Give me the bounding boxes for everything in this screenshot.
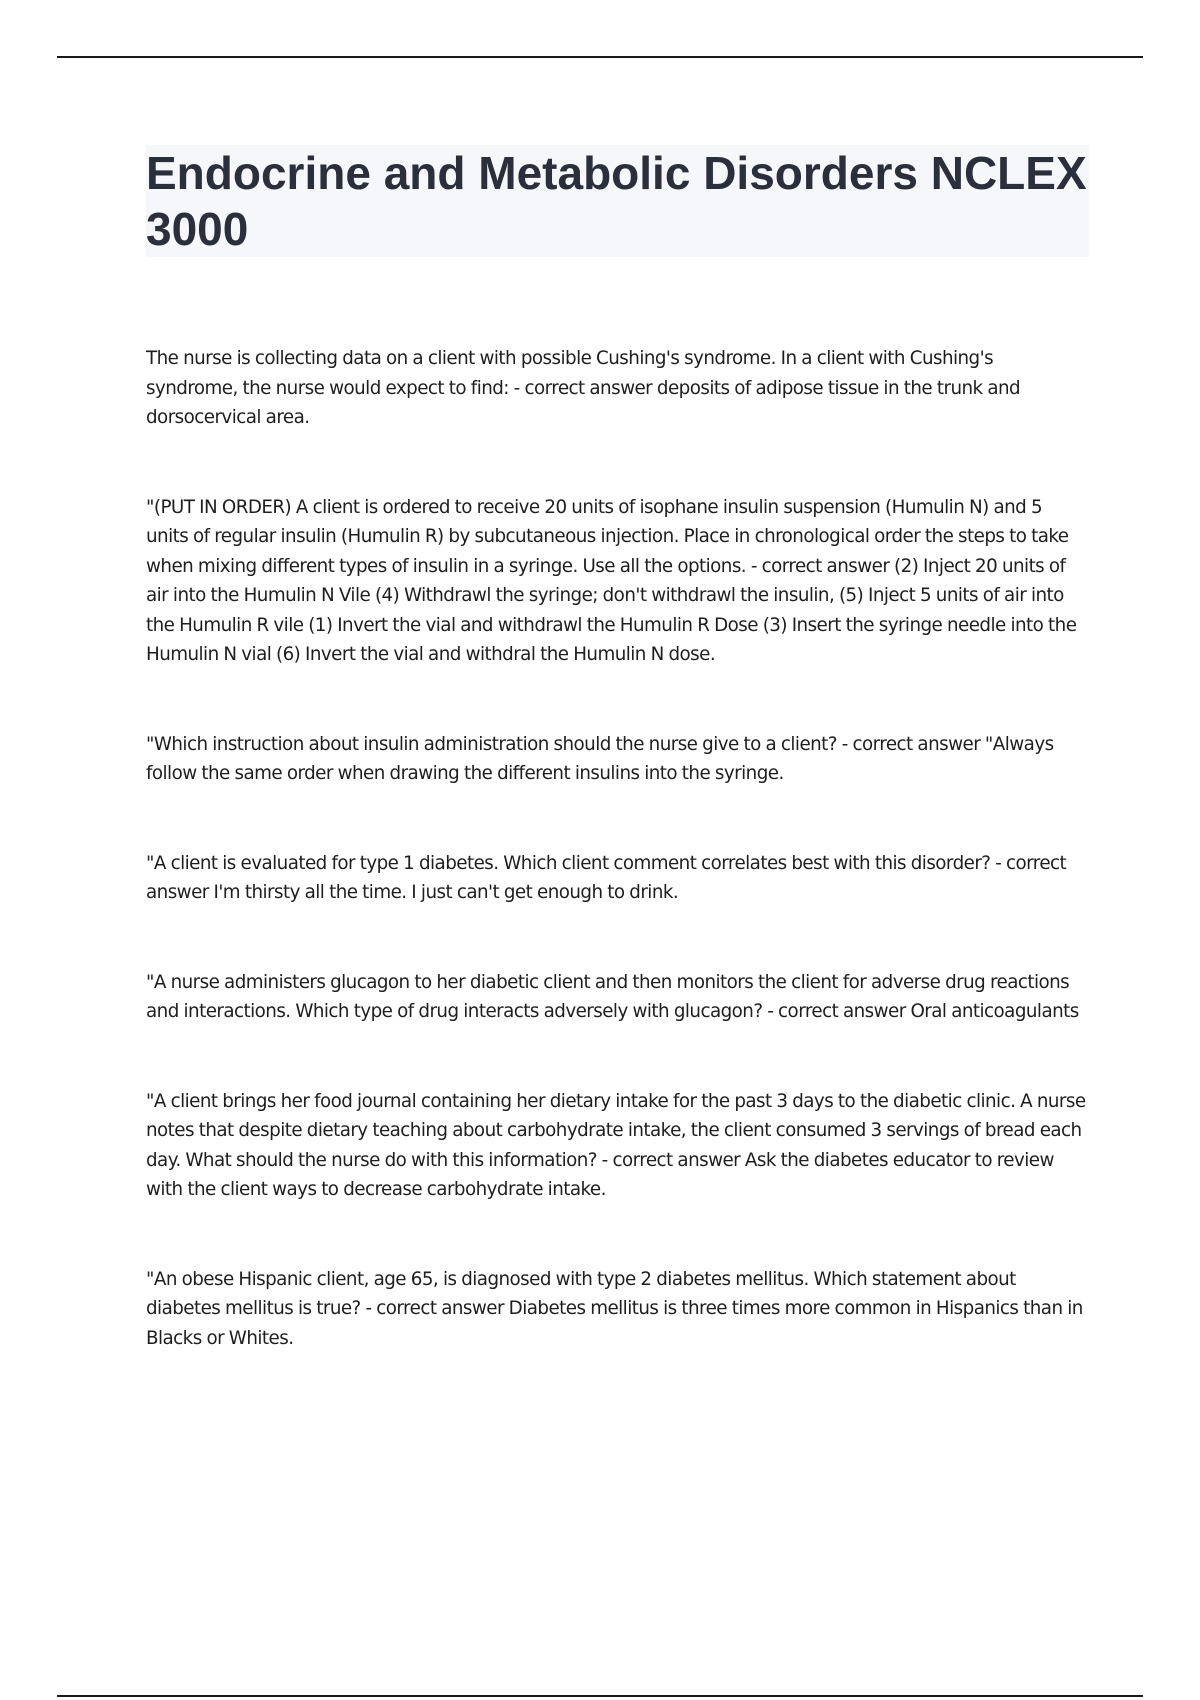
- question-entry: "A nurse administers glucagon to her diabetic client and then monitors the client for adverse drug reactions and interactions. Which type of drug interacts adversely with glucagon? - correct answer Oral anticoagulants: [146, 971, 1079, 1022]
- question-entry: "A client is evaluated for type 1 diabetes. Which client comment correlates best with this disorder? - correct answer I'm thirsty all the time. I just can't get enough to drink.: [146, 852, 1067, 903]
- question-entry: "A client brings her food journal containing her dietary intake for the past 3 days to the diabetic clinic. A nurse notes that despite dietary teaching about carbohydrate intake, the client consumed 3 servings of bread each day. What should the nurse do with this information? - correct answer Ask the diabetes educator to review with the client ways to decrease carbohydrate intake.: [146, 1090, 1086, 1200]
- title-banner: [146, 145, 1089, 257]
- question-entry: The nurse is collecting data on a client with possible Cushing's syndrome. In a client with Cushing's syndrome, the nurse would expect to find: - correct answer deposits of adipose tissue in the trunk and dorsocervical area.: [146, 348, 1021, 428]
- document-title: Endocrine and Metabolic Disorders NCLEX 3000: [146, 147, 1087, 255]
- question-list: [146, 344, 1086, 1413]
- question-entry: "(PUT IN ORDER) A client is ordered to receive 20 units of isophane insulin suspension (Humulin N) and 5 units of regular insulin (Humulin R) by subcutaneous injection. Place in chronological order the steps to take when mixing different types of insulin in a syringe. Use all the options. - correct answer (2) Inject 20 units of air into the Humulin N Vile (4) Withdrawl the syringe; don't withdrawl the insulin, (5) Inject 5 units of air into the Humulin R vile (1) Invert the vial and withdrawl the Humulin R Dose (3) Insert the syringe needle into the Humulin N vial (6) Invert the vial and withdral the Humulin N dose.: [146, 496, 1077, 665]
- question-entry: "Which instruction about insulin administration should the nurse give to a client? - correct answer "Always follow the same order when drawing the different insulins into the syringe.: [146, 733, 1054, 784]
- question-entry: "An obese Hispanic client, age 65, is diagnosed with type 2 diabetes mellitus. Which statement about diabetes mellitus is true? - correct answer Diabetes mellitus is three times more common in Hispanics than in Blacks or Whites.: [146, 1268, 1083, 1349]
- footer-rule: [57, 1695, 1143, 1697]
- header-rule: [57, 56, 1143, 58]
